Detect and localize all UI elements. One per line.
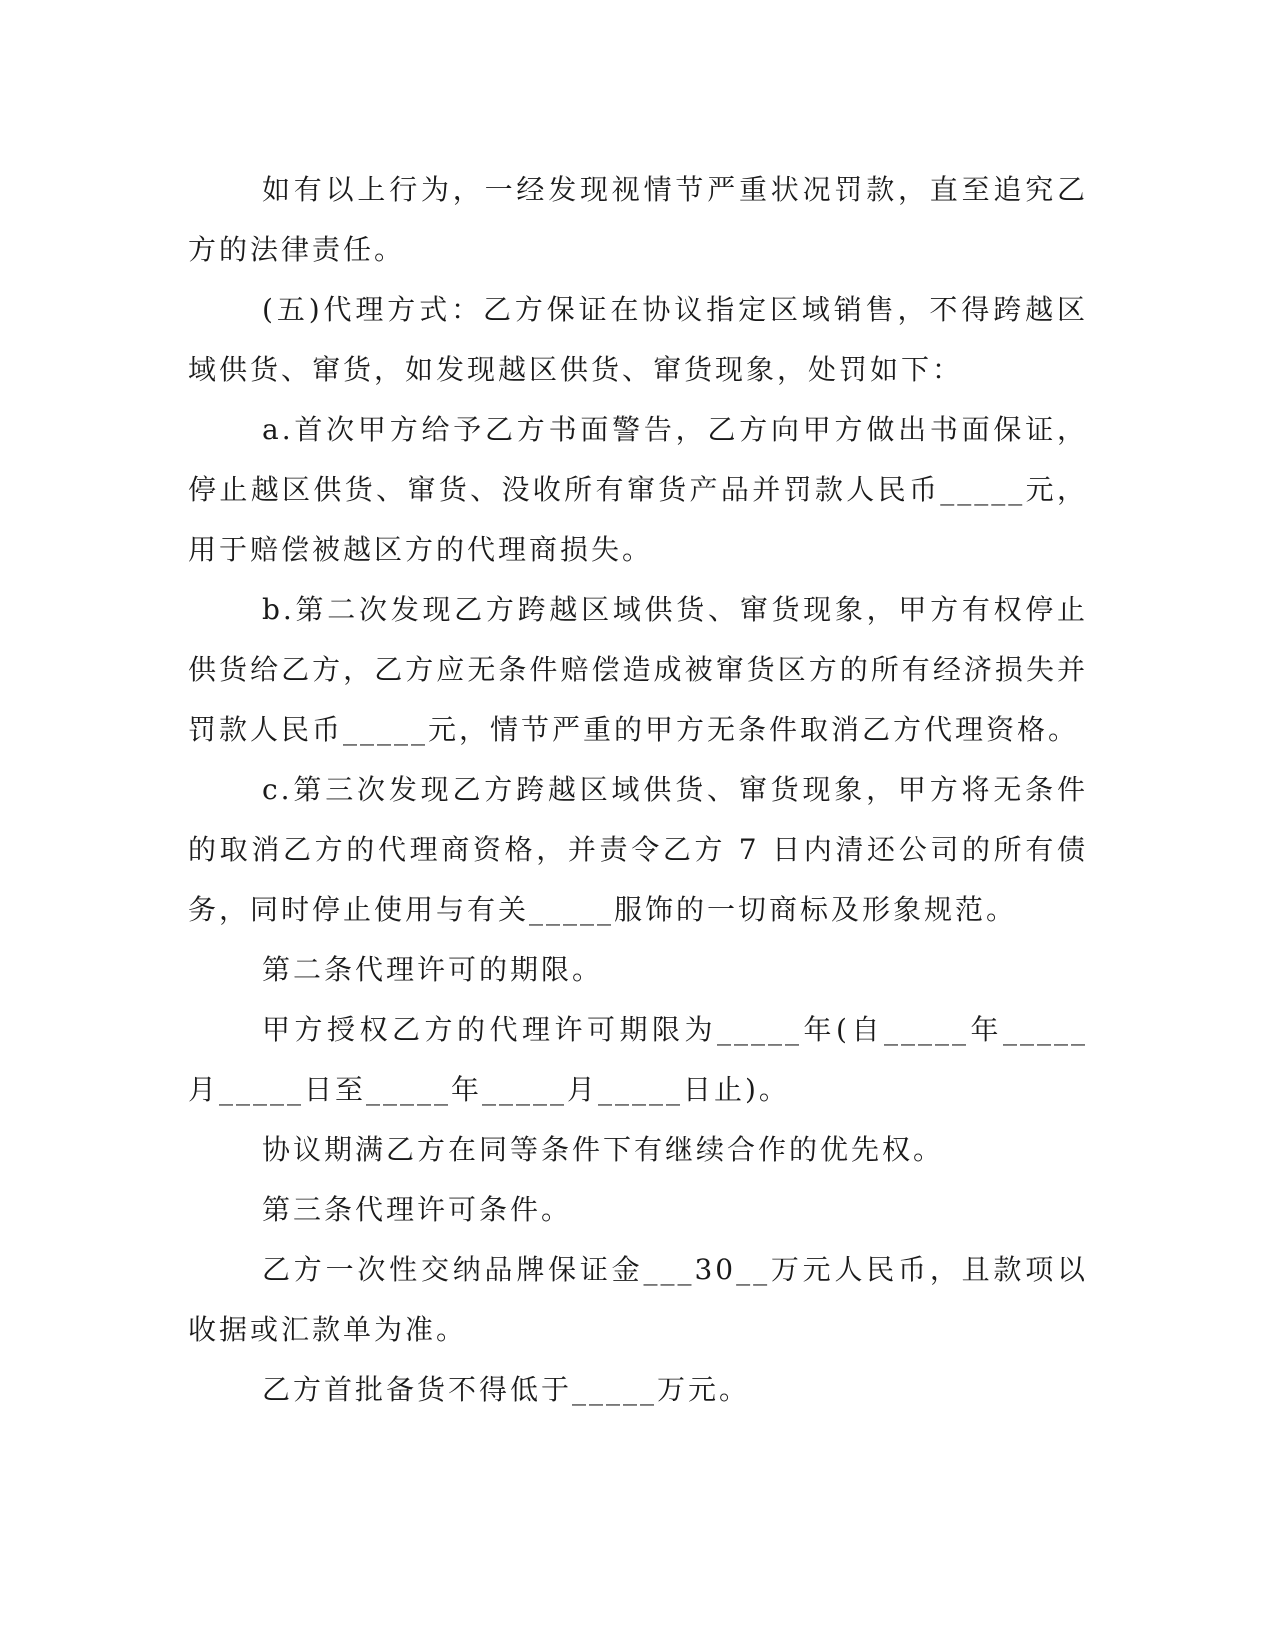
paragraph-penalty-summary: 如有以上行为，一经发现视情节严重状况罚款，直至追究乙方的法律责任。 — [188, 173, 1088, 266]
article-three-heading: 第三条代理许可条件。 — [262, 1193, 573, 1226]
paragraph-license-term: 甲方授权乙方的代理许可期限为_____年(自_____年_____月_____日至_____年_____月_____日止)。 — [188, 1013, 1088, 1106]
paragraph-deposit: 乙方一次性交纳品牌保证金___30__万元人民币，且款项以收据或汇款单为准。 — [188, 1253, 1088, 1346]
paragraph-first-violation: a.首次甲方给予乙方书面警告，乙方向甲方做出书面保证，停止越区供货、窜货、没收所有窜货产品并罚款人民币_____元，用于赔偿被越区方的代理商损失。 — [188, 413, 1088, 566]
paragraph-third-violation: c.第三次发现乙方跨越区域供货、窜货现象，甲方将无条件的取消乙方的代理商资格，并责令乙方 7 日内清还公司的所有债务，同时停止使用与有关_____服饰的一切商标及形象规范。 — [188, 773, 1088, 926]
document-page — [188, 160, 1088, 1420]
paragraph-initial-stock: 乙方首批备货不得低于_____万元。 — [262, 1373, 751, 1406]
paragraph-renewal-priority: 协议期满乙方在同等条件下有继续合作的优先权。 — [262, 1133, 945, 1166]
paragraph-agency-method: (五)代理方式：乙方保证在协议指定区域销售，不得跨越区域供货、窜货，如发现越区供货、窜货现象，处罚如下： — [188, 293, 1088, 386]
paragraph-second-violation: b.第二次发现乙方跨越区域供货、窜货现象，甲方有权停止供货给乙方，乙方应无条件赔偿造成被窜货区方的所有经济损失并罚款人民币_____元，情节严重的甲方无条件取消乙方代理资格。 — [188, 593, 1088, 746]
article-two-heading: 第二条代理许可的期限。 — [262, 953, 604, 986]
